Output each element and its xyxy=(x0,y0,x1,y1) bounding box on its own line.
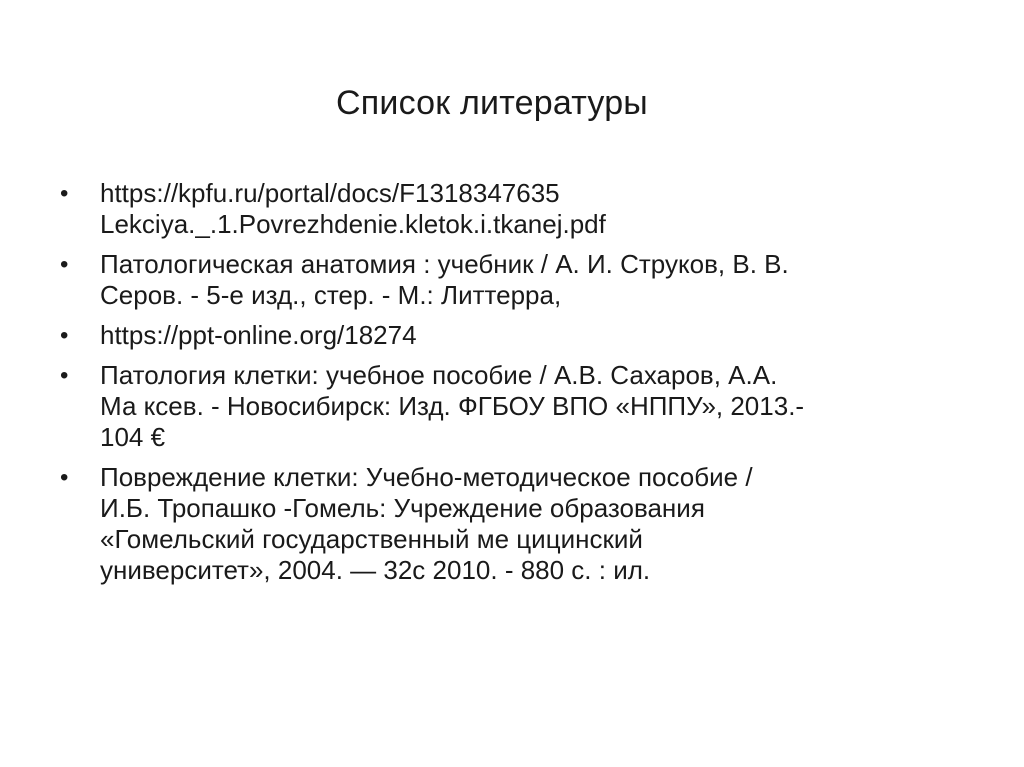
reference-item xyxy=(58,249,968,311)
reference-item xyxy=(58,360,968,453)
reference-text: Повреждение клетки: Учебно-методическое пособие / И.Б. Тропашко -Гомель: Учреждение образования «Гомельский государственный ме цицинский университет», 2004. — 32с 2010. - 880 с. : ил. xyxy=(100,462,753,585)
reference-text: https://ppt-online.org/18274 xyxy=(100,320,417,350)
bullet-icon: • xyxy=(60,362,69,389)
bullet-icon: • xyxy=(60,251,69,278)
bullet-icon: • xyxy=(60,322,69,349)
reference-item xyxy=(58,178,968,240)
reference-text: Патология клетки: учебное пособие / А.В. Сахаров, А.А. Ма ксев. - Новосибирск: Изд. ФГБОУ ВПО «НППУ», 2013.- 104 € xyxy=(100,360,805,452)
reference-list xyxy=(58,178,968,595)
reference-item xyxy=(58,320,968,351)
bullet-icon: • xyxy=(60,464,69,491)
slide-title: Список литературы xyxy=(336,84,648,122)
reference-text: Патологическая анатомия : учебник / А. И. Струков, В. В. Серов. - 5-е изд., стер. - М.: Литтерра, xyxy=(100,249,789,310)
reference-text: https://kpfu.ru/portal/docs/F1318347635 Lekciya._.1.Povrezhdenie.kletok.i.tkanej.pdf xyxy=(100,178,606,239)
reference-item xyxy=(58,462,968,586)
bullet-icon: • xyxy=(60,180,69,207)
